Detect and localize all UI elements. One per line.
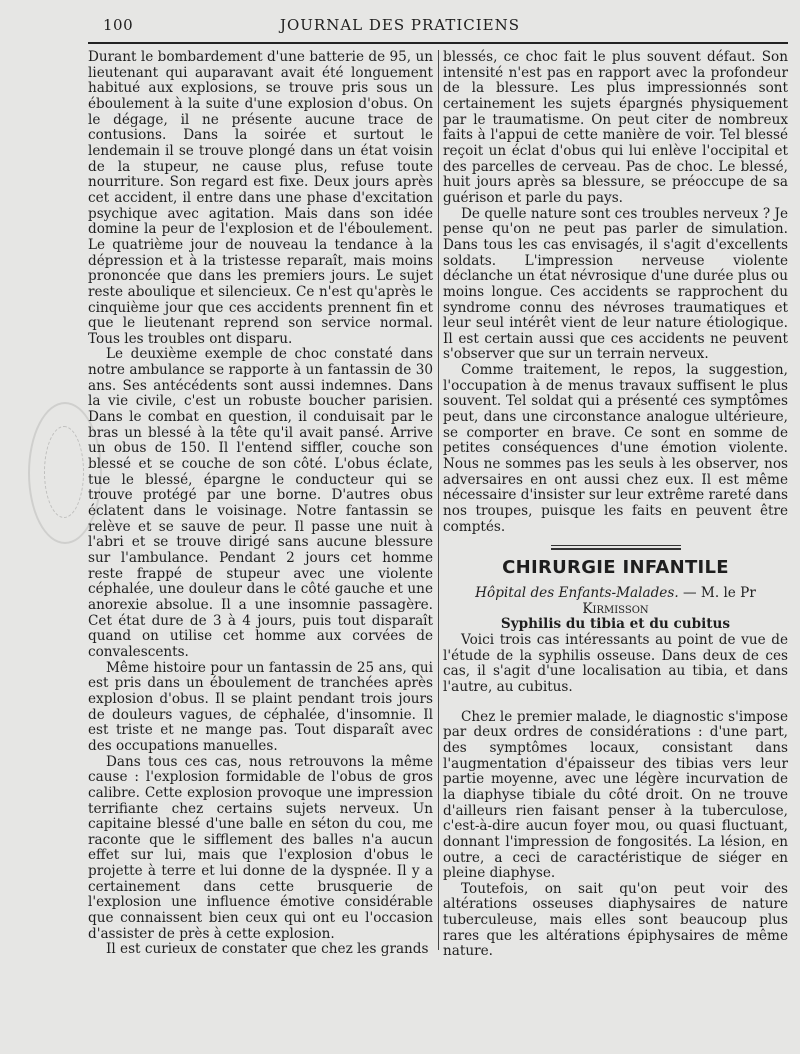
- right-paragraph-1: blessés, ce choc fait le plus souvent défaut. Son intensité n'est pas en rapport avec la profondeur de la blessure. Les plus impressionnés sont certainement les sujets épargnés physiquement par le traumatisme. On peut citer de nombreux faits à l'appui de cette manière de voir. Tel blessé reçoit un éclat d'obus qui lui enlève l'occipital et des parcelles de cerveau. Pas de choc. Le blessé, huit jours après sa blessure, se préoccupe de sa guérison et parle du pays.: [443, 49, 788, 206]
- author-prefix: — M. le Pr: [682, 585, 756, 601]
- section-title: CHIRURGIE INFANTILE: [502, 557, 729, 579]
- hospital-line: [443, 586, 788, 617]
- left-paragraph-1: Durant le bombardement d'une batterie de 95, un lieutenant qui auparavant avait été longuement habitué aux explosions, se trouve pris sous un éboulement à la suite d'une explosion d'obus. On le dégage, il ne présente aucune trace de contusions. Dans la soirée et surtout le lendemain il se trouve plongé dans un état voisin de la stupeur, ne cause plus, refuse toute nourriture. Son regard est fixe. Deux jours après cet accident, il entre dans une phase d'excitation psychique avec agitation. Mais dans son idée domine la peur de l'explosion et de l'éboulement. Le quatrième jour de nouveau la tendance à la dépression et à la tristesse reparaît, mais moins prononcée que dans les premiers jours. Le sujet reste aboulique et silencieux. Ce n'est qu'après le cinquième jour que ces accidents prennent fin et que le lieutenant reprend son service normal. Tous les troubles ont disparu.: [88, 49, 433, 347]
- left-column: [88, 50, 433, 958]
- right-paragraph-3: Comme traitement, le repos, la suggestion, l'occupation à de menus travaux suffisent le plus souvent. Tel soldat qui a présenté ces symptômes peut, dans une circonstance analogue ultérieure, se comporter en brave. Ce sont en somme de petites conséquences d'une émotion violente. Nous ne sommes pas les seuls à les observer, nos adversaires en ont aussi chez eux. Il est même nécessaire d'insister sur leur extrême rareté dans nos troupes, puisque les faits en peuvent être comptés.: [443, 362, 788, 535]
- left-paragraph-5: Il est curieux de constater que chez les grands: [106, 941, 429, 958]
- author-name: Kirmisson: [582, 600, 649, 617]
- journal-title: JOURNAL DES PRATICIENS: [279, 16, 521, 34]
- hospital-name: Hôpital des Enfants-Malades.: [475, 585, 679, 601]
- right-column: [443, 50, 788, 960]
- header-rule: [88, 42, 788, 44]
- left-paragraph-3: Même histoire pour un fantassin de 25 ans, qui est pris dans un éboulement de tranchées après explosion d'obus. Il se plaint pendant trois jours de douleurs vagues, de céphalée, d'insomnie. Il est triste et ne mange pas. Tout disparaît avec des occupations manuelles.: [88, 659, 433, 754]
- right-paragraph-2: De quelle nature sont ces troubles nerveux ? Je pense qu'on ne peut pas parler de simulation. Dans tous les cas envisagés, il s'agit d'excellents soldats. L'impression nerveuse violente déclanche un état névrosique d'une durée plus ou moins longue. Ces accidents se rapprochent du syndrome connu des névroses traumatiques et leur seul intérêt vient de leur nature étiologique. Il est certain aussi que ces accidents ne peuvent s'observer que sur un terrain nerveux.: [443, 205, 788, 363]
- right-paragraph-4: Voici trois cas intéressants au point de vue de l'étude de la syphilis osseuse. Dans deux de ces cas, il s'agit d'une localisation au tibia, et dans l'autre, au cubitus.: [443, 631, 788, 695]
- page-header: [0, 0, 800, 42]
- column-divider: [438, 50, 439, 950]
- right-paragraph-6: Toutefois, on sait qu'on peut voir des altérations osseuses diaphysaires de nature tuberculeuse, mais elles sont beaucoup plus rares que les altérations épiphysaires de même nature.: [443, 880, 788, 960]
- right-paragraph-5: Chez le premier malade, le diagnostic s'impose par deux ordres de considérations : d'une part, des symptômes locaux, consistant dans l'augmentation d'épaisseur des tibias vers leur partie moyenne, avec une légère incurvation de la diaphyse tibiale du côté droit. On ne trouve d'ailleurs rien faisant penser à la tuberculose, c'est-à-dire aucun foyer mou, ou quasi fluctuant, donnant l'impression de fongosités. La lésion, en outre, a ceci de caractéristique de siéger en pleine diaphyse.: [443, 708, 788, 882]
- page-number: 100: [103, 16, 134, 34]
- left-paragraph-2: Le deuxième exemple de choc constaté dans notre ambulance se rapporte à un fantassin de 30 ans. Ses antécédents sont aussi indemnes. Dans la vie civile, c'est un robuste boucher parisien. Dans le combat en question, il conduisait par le bras un blessé à la tête qu'il avait pansé. Arrive un obus de 150. Il l'entend siffler, couche son blessé et se couche de son côté. L'obus éclate, tue le blessé, épargne le conducteur qui se trouve protégé par une borne. D'autres obus éclatent dans le voisinage. Notre fantassin se relève et se sauve de peur. Il passe une nuit à l'abri et se trouve dirigé sans aucune blessure sur l'ambulance. Pendant 2 jours cet homme reste frappé de stupeur avec une violente céphalée, une douleur dans le côté gauche et une anorexie absolue. Il a une insomnie passagère. Cet état dure de 3 à 4 jours, puis tout disparaît quand on utilise cet homme aux corvées de convalescents.: [88, 346, 433, 660]
- section-separator-thin: [551, 545, 681, 546]
- paragraph-gap: [443, 696, 788, 710]
- article-subtitle: Syphilis du tibia et du cubitus: [500, 616, 731, 633]
- section-separator-thick: [551, 548, 681, 550]
- left-paragraph-4: Dans tous ces cas, nous retrouvons la même cause : l'explosion formidable de l'obus de gros calibre. Cette explosion provoque une impression terrifiante chez certains sujets nerveux. Un capitaine blessé d'une balle en séton du cou, me raconte que le sifflement des balles n'a aucun effet sur lui, mais que l'explosion d'obus le projette à terre et lui donne de la dyspnée. Il y a certainement dans cette brusquerie de l'explosion une influence émotive considérable que connaissent bien ceux qui ont eu l'occasion d'assister de près à cette explosion.: [88, 753, 433, 942]
